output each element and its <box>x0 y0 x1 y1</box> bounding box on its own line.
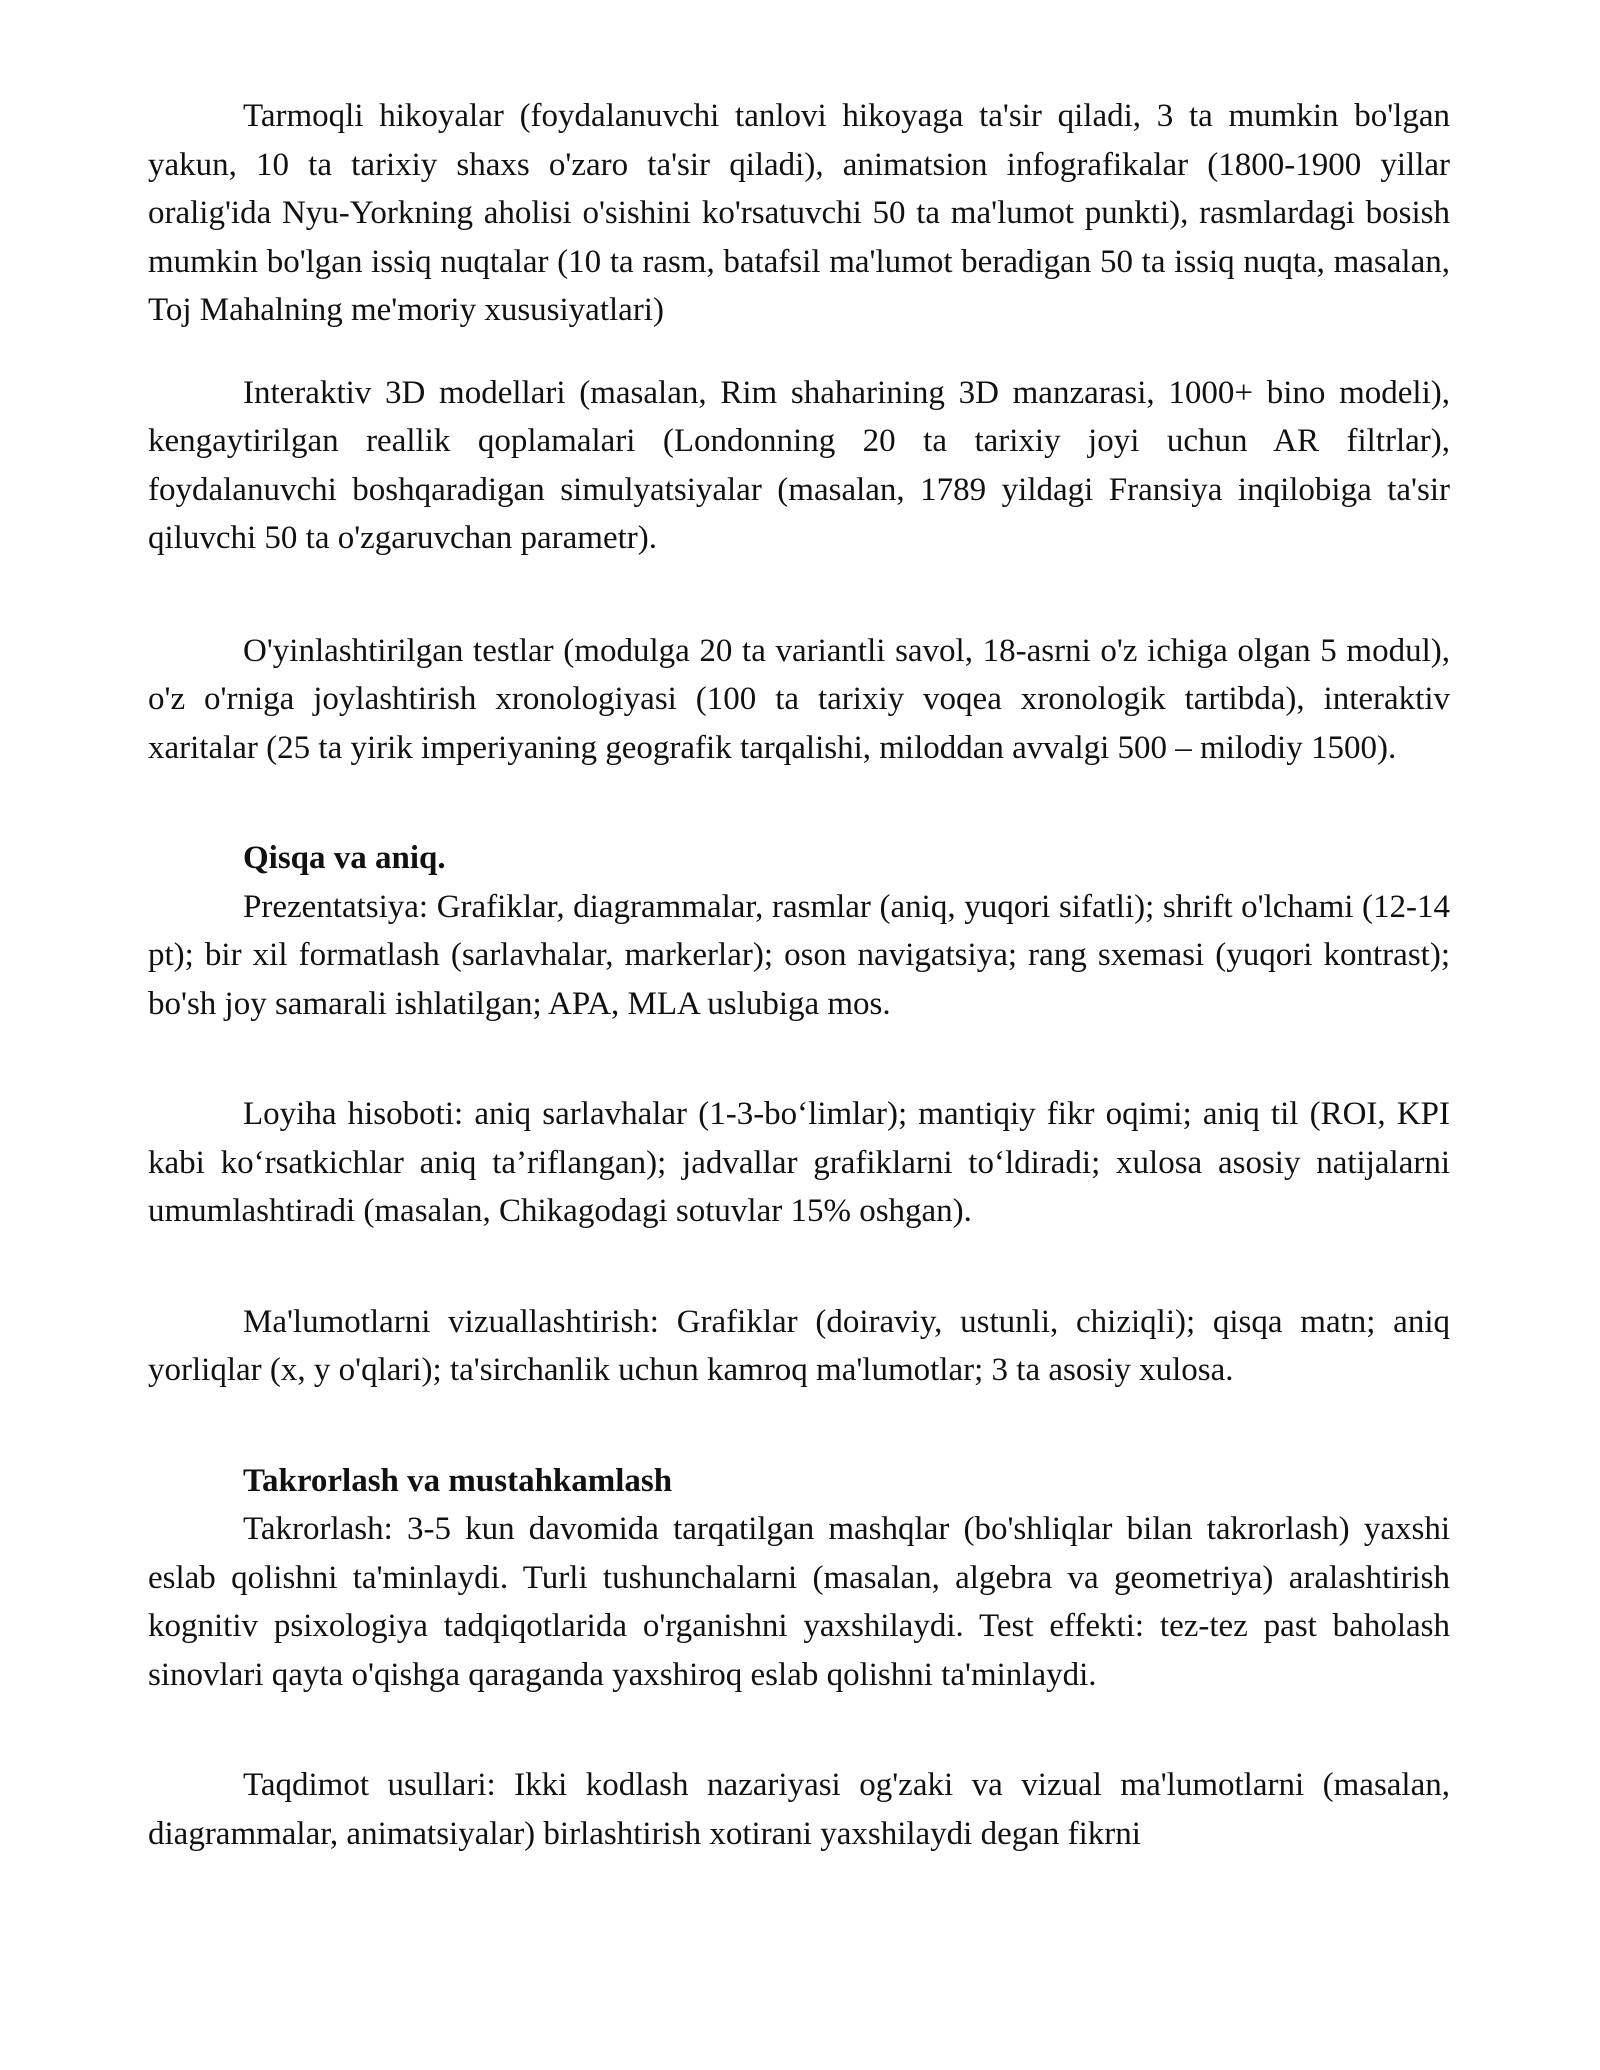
paragraph-data-visualization: Ma'lumotlarni vizuallashtirish: Grafiklar (doiraviy, ustunli, chiziqli); qisqa matn; aniq yorliqlar (x, y o'qlari); ta'sirchanlik uchun kamroq ma'lumotlar; 3 ta asosiy xulosa. <box>148 1303 1450 1388</box>
paragraph-branching-stories: Tarmoqli hikoyalar (foydalanuvchi tanlovi hikoyaga ta'sir qiladi, 3 ta mumkin bo'lgan yakun, 10 ta tarixiy shaxs o'zaro ta'sir qiladi), animatsion infografikalar (1800-1900 yillar oralig'ida Nyu-Yorkning aholisi o'sishini ko'rsatuvchi 50 ta ma'lumot punkti), rasmlardagi bosish mumkin bo'lgan issiq nuqtalar (10 ta rasm, batafsil ma'lumot beradigan 50 ta issiq nuqta, masalan, Toj Mahalning me'moriy xususiyatlari) <box>148 98 1450 328</box>
paragraph-project-report: Loyiha hisoboti: aniq sarlavhalar (1-3-bo‘limlar); mantiqiy fikr oqimi; aniq til (ROI, KPI kabi ko‘rsatkichlar aniq ta’riflangan); jadvallar grafiklarni to‘ldiradi; xulosa asosiy natijalarni umumlashtiradi (masalan, Chikagodagi sotuvlar 15% oshgan). <box>148 1096 1450 1229</box>
paragraph-presentation: Prezentatsiya: Grafiklar, diagrammalar, rasmlar (aniq, yuqori sifatli); shrift o'lchami (12-14 pt); bir xil formatlash (sarlavhalar, markerlar); oson navigatsiya; rang sxemasi (yuqori kontrast); bo'sh joy samarali ishlatilgan; APA, MLA uslubiga mos. <box>148 888 1450 1022</box>
heading-repetition: Takrorlash va mustahkamlash <box>243 1462 673 1499</box>
document-page <box>148 92 1450 1858</box>
paragraph-interactive-3d: Interaktiv 3D modellari (masalan, Rim shaharining 3D manzarasi, 1000+ bino modeli), kengaytirilgan reallik qoplamalari (Londonning 20 ta tarixiy joyi uchun AR filtrlar), foydalanuvchi boshqaradigan simulyatsiyalar (masalan, 1789 yildagi Fransiya inqilobiga ta'sir qiluvchi 50 ta o'zgaruvchan parametr). <box>148 374 1450 556</box>
paragraph-presentation-methods: Taqdimot usullari: Ikki kodlash nazariyasi og'zaki va vizual ma'lumotlarni (masalan, diagrammalar, animatsiyalar) birlashtirish xotirani yaxshilaydi degan fikrni <box>148 1767 1450 1852</box>
paragraph-repetition: Takrorlash: 3-5 kun davomida tarqatilgan mashqlar (bo'shliqlar bilan takrorlash) yaxshi eslab qolishni ta'minlaydi. Turli tushunchalarni (masalan, algebra va geometriya) aralashtirish kognitiv psixologiya tadqiqotlarida o'rganishni yaxshilaydi. Test effekti: tez-tez past baholash sinovlari qayta o'qishga qaraganda yaxshiroq eslab qolishni ta'minlaydi. <box>148 1511 1450 1693</box>
heading-concise: Qisqa va aniq. <box>243 840 446 876</box>
paragraph-gamified-tests: O'yinlashtirilgan testlar (modulga 20 ta variantli savol, 18-asrni o'z ichiga olgan 5 modul), o'z o'rniga joylashtirish xronologiyasi (100 ta tarixiy voqea xronologik tartibda), interaktiv xaritalar (25 ta yirik imperiyaning geografik tarqalishi, miloddan avvalgi 500 – milodiy 1500). <box>148 632 1450 766</box>
